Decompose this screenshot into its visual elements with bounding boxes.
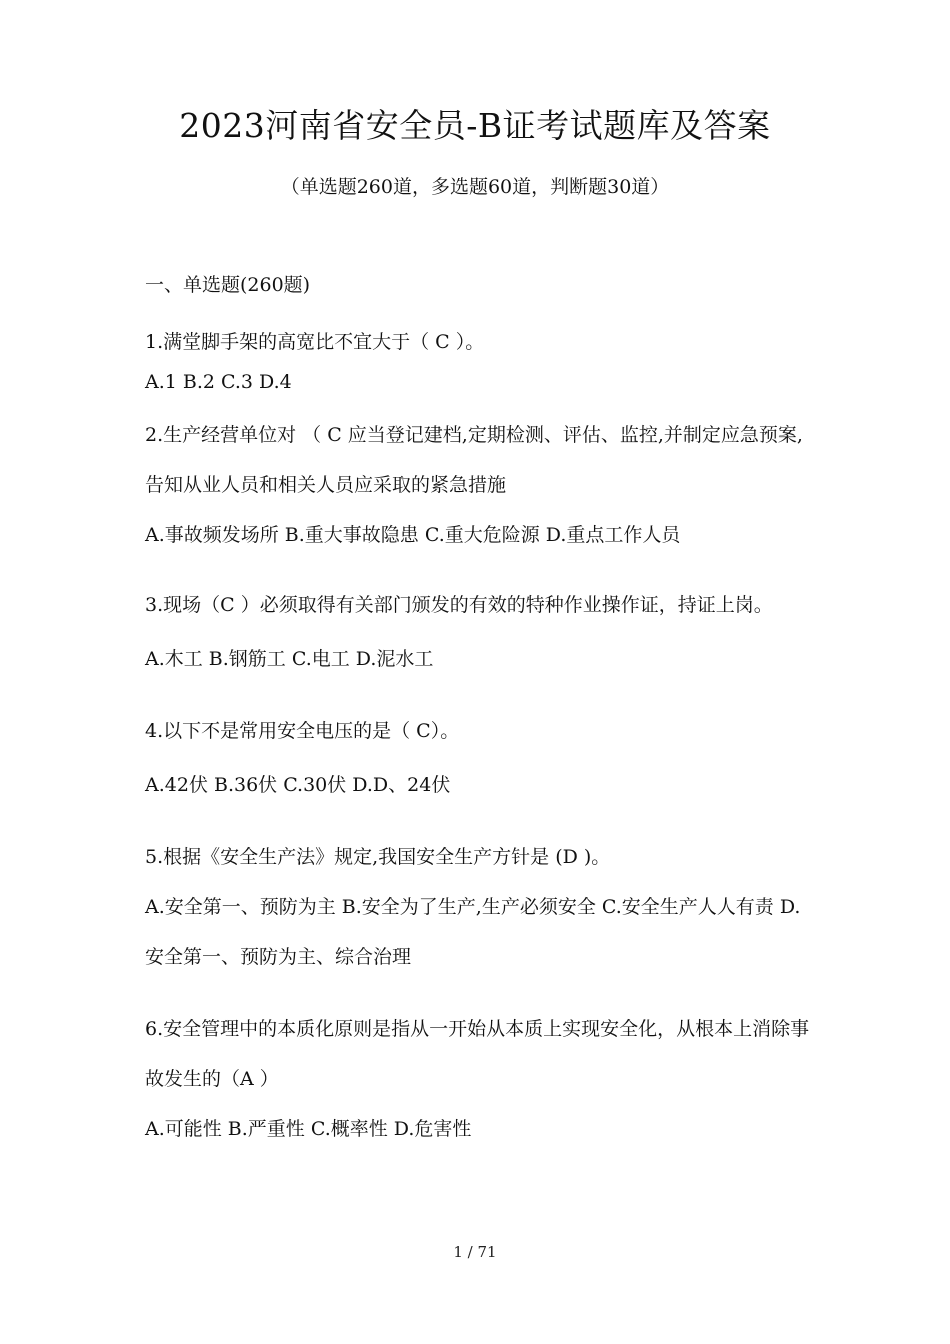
question-text: 5.根据《安全生产法》规定,我国安全生产方针是 (D )。 <box>145 846 611 868</box>
document-body <box>145 270 815 1154</box>
question-text: 2.生产经营单位对 （ C 应当登记建档,定期检测、评估、监控,并制定应急预案,告知从业人员和相关人员应采取的紧急措施 <box>145 424 803 496</box>
question-3 <box>145 580 815 684</box>
question-options: A.木工 B.钢筋工 C.电工 D.泥水工 <box>145 648 434 670</box>
question-options: A.事故频发场所 B.重大事故隐患 C.重大危险源 D.重点工作人员 <box>145 524 681 546</box>
question-options: A.安全第一、预防为主 B.安全为了生产,生产必须安全 C.安全生产人人有责 D.安全第一、预防为主、综合治理 <box>145 896 801 968</box>
question-1 <box>145 320 815 400</box>
question-6 <box>145 1004 815 1154</box>
page-number: 1 / 71 <box>453 1243 497 1261</box>
document-subtitle: （单选题260道，多选题60道，判断题30道） <box>280 176 670 198</box>
question-options: A.可能性 B.严重性 C.概率性 D.危害性 <box>145 1118 472 1140</box>
question-text: 3.现场（C ）必须取得有关部门颁发的有效的特种作业操作证，持证上岗。 <box>145 594 773 616</box>
question-2 <box>145 410 815 560</box>
document-title: 2023河南省安全员-B证考试题库及答案 <box>179 106 771 145</box>
question-options: A.42伏 B.36伏 C.30伏 D.D、24伏 <box>145 774 451 796</box>
question-text: 6.安全管理中的本质化原则是指从一开始从本质上实现安全化，从根本上消除事故发生的（A ） <box>145 1018 810 1090</box>
question-4 <box>145 706 815 810</box>
question-text: 1.满堂脚手架的高宽比不宜大于（ C ）。 <box>145 331 485 353</box>
question-5 <box>145 832 815 982</box>
question-text: 4.以下不是常用安全电压的是（ C）。 <box>145 720 460 742</box>
question-options: A.1 B.2 C.3 D.4 <box>145 371 292 393</box>
section-heading: 一、单选题(260题) <box>145 274 311 296</box>
